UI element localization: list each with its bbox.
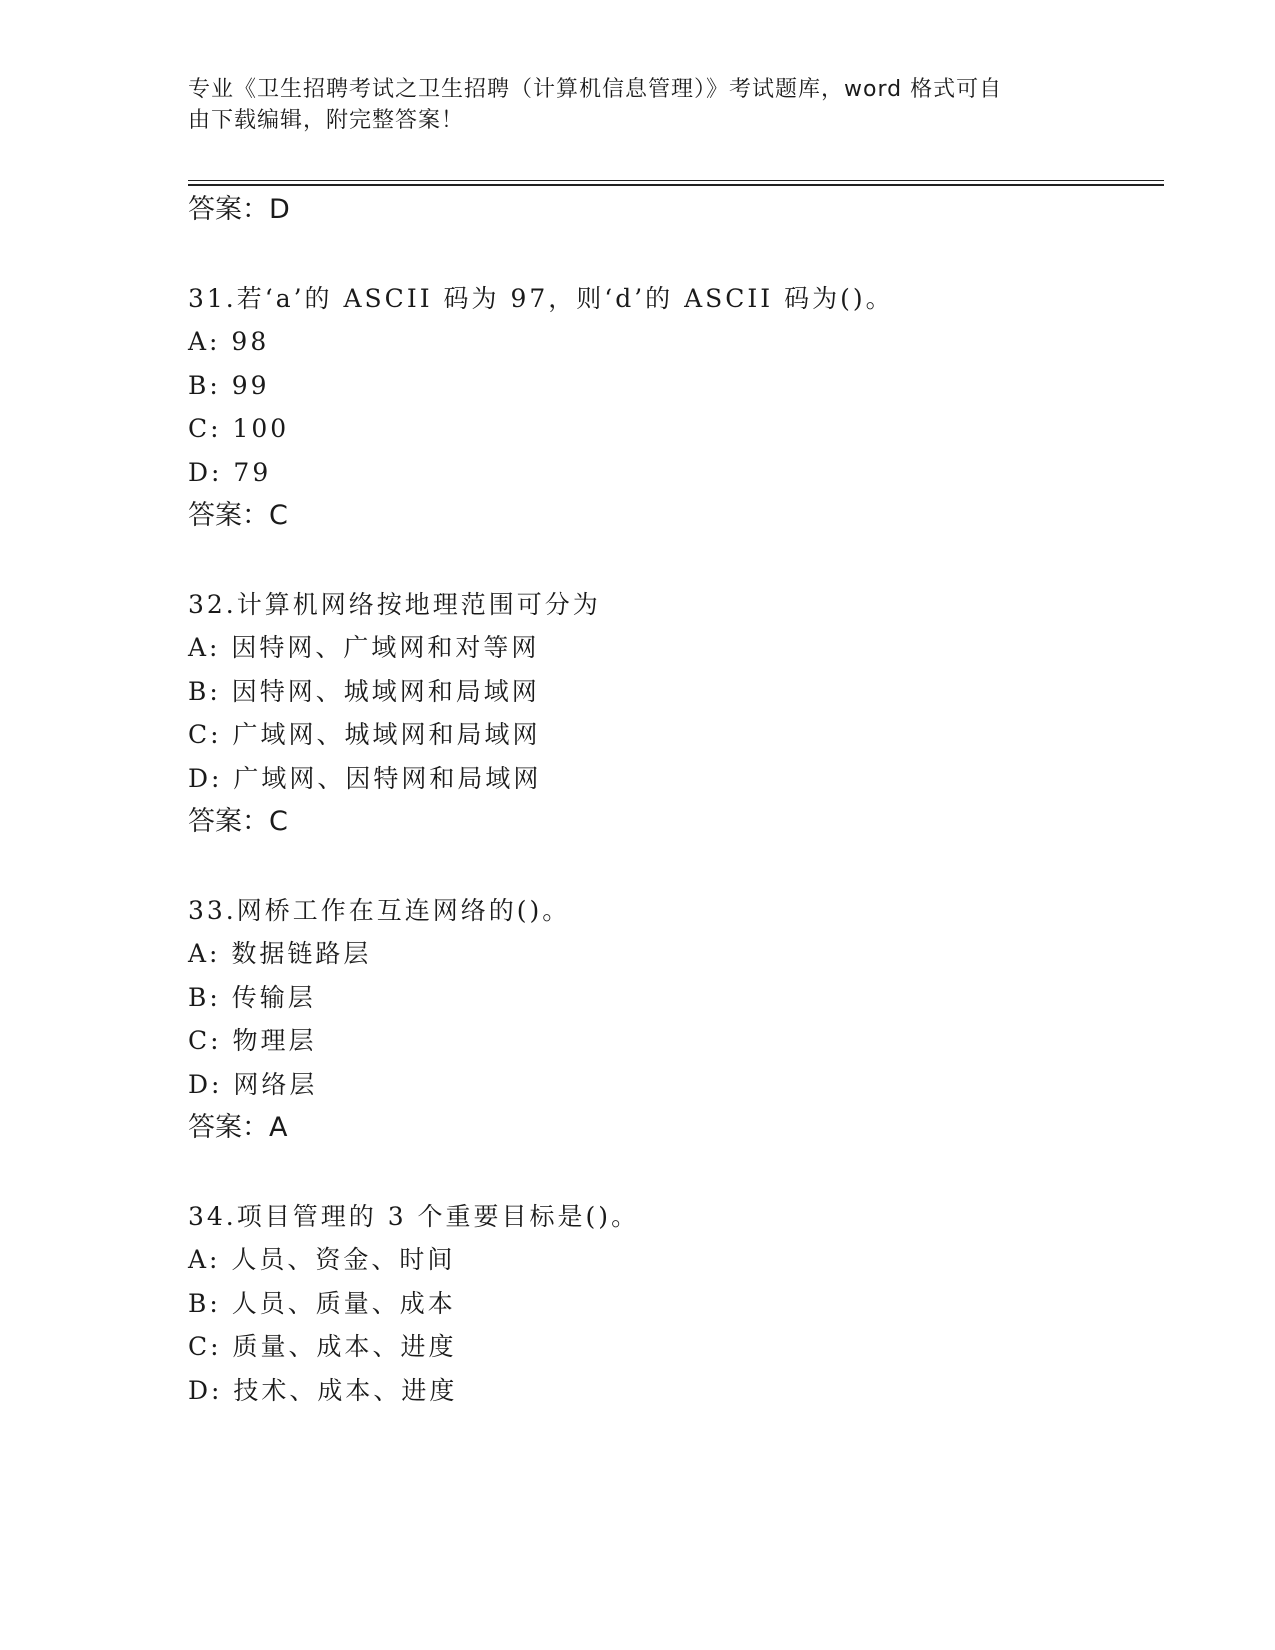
question-32-option-a: A: 因特网、广域网和对等网 xyxy=(188,633,540,662)
question-32-option-c: C: 广域网、城域网和局域网 xyxy=(188,720,541,749)
previous-answer: 答案：D xyxy=(188,194,290,225)
question-32-option-d: D: 广域网、因特网和局域网 xyxy=(188,764,542,793)
header-divider-thin xyxy=(188,180,1164,181)
question-31-option-b: B: 99 xyxy=(188,371,270,400)
question-31-text: 31.若‘a’的 ASCII 码为 97，则‘d’的 ASCII 码为()。 xyxy=(188,284,894,313)
header-divider-thick xyxy=(188,184,1164,186)
question-31-option-a: A: 98 xyxy=(188,327,270,356)
document-header xyxy=(188,74,1088,136)
header-line-2: 由下载编辑，附完整答案！ xyxy=(188,108,465,133)
question-33-option-b: B: 传输层 xyxy=(188,983,316,1012)
question-32-option-b: B: 因特网、城域网和局域网 xyxy=(188,677,540,706)
question-33-option-d: D: 网络层 xyxy=(188,1070,318,1099)
question-34-option-a: A: 人员、资金、时间 xyxy=(188,1245,456,1274)
question-31-option-d: D: 79 xyxy=(188,458,272,487)
question-34-option-b: B: 人员、质量、成本 xyxy=(188,1289,456,1318)
question-31-option-c: C: 100 xyxy=(188,414,290,443)
question-34-text: 34.项目管理的 3 个重要目标是()。 xyxy=(188,1202,640,1231)
question-33-option-c: C: 物理层 xyxy=(188,1026,317,1055)
question-34-option-d: D: 技术、成本、进度 xyxy=(188,1376,458,1405)
question-32-text: 32.计算机网络按地理范围可分为 xyxy=(188,590,601,619)
question-33-answer: 答案：A xyxy=(188,1112,288,1143)
question-32-answer: 答案：C xyxy=(188,806,288,837)
question-33-text: 33.网桥工作在互连网络的()。 xyxy=(188,896,571,925)
question-34-option-c: C: 质量、成本、进度 xyxy=(188,1332,457,1361)
question-31-answer: 答案：C xyxy=(188,500,288,531)
question-33-option-a: A: 数据链路层 xyxy=(188,939,372,968)
header-line-1: 专业《卫生招聘考试之卫生招聘（计算机信息管理）》考试题库，word 格式可自 xyxy=(188,77,1003,102)
